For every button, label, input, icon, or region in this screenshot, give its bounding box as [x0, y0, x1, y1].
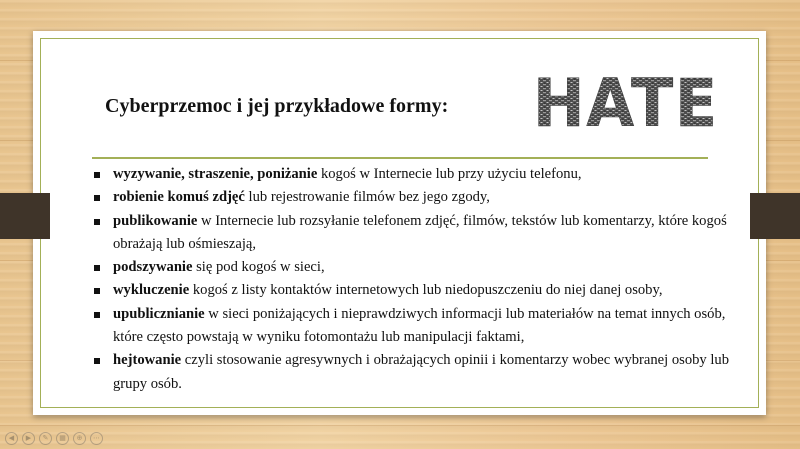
item-term: robienie komuś zdjęć	[113, 189, 245, 206]
item-description: lub rejestrowanie filmów bez jego zgody,	[244, 189, 490, 206]
item-description: kogoś w Internecie lub przy użyciu telefonu,	[317, 166, 582, 182]
list-item	[93, 256, 753, 279]
item-term: hejtowanie	[113, 352, 182, 369]
item-term: wykluczenie	[113, 282, 190, 299]
list-item	[93, 186, 753, 209]
item-description: kogoś z listy kontaktów internetowych lub niedopuszczeniu do niej danej osoby,	[189, 282, 663, 299]
item-term: podszywanie	[113, 259, 193, 276]
forms-list	[93, 163, 753, 396]
hate-logo	[531, 76, 721, 130]
list-item	[93, 163, 753, 186]
grid-icon[interactable]: ▦	[56, 432, 69, 445]
item-term: upublicznianie	[113, 305, 205, 322]
item-description: się pod kogoś w sieci,	[192, 259, 325, 276]
list-item	[93, 210, 753, 257]
menu-icon[interactable]: ⋯	[90, 432, 103, 445]
item-description: w sieci poniżających i nieprawdziwych informacji lub materiałów na temat innych osób, które często powstają w wyniku fotomontażu lub manipulacji faktami,	[113, 305, 726, 346]
item-description: w Internecie lub rozsyłanie telefonem zdjęć, filmów, tekstów lub komentarzy, które kogoś obrażają lub ośmieszają,	[113, 212, 727, 252]
slide-title: Cyberprzemoc i jej przykładowe formy:	[105, 95, 449, 117]
prev-icon[interactable]: ◀	[5, 432, 18, 445]
slideshow-controls	[5, 432, 103, 444]
list-item	[93, 349, 753, 396]
hate-logo-text: HATE	[533, 76, 719, 130]
right-tab-decoration	[750, 193, 800, 239]
list-item	[93, 303, 753, 350]
title-divider	[92, 157, 708, 159]
item-term: wyzywanie, straszenie, poniżanie	[113, 166, 318, 182]
list-item	[93, 279, 753, 302]
zoom-icon[interactable]: ⊕	[73, 432, 86, 445]
next-icon[interactable]: ▶	[22, 432, 35, 445]
pen-icon[interactable]: ✎	[39, 432, 52, 445]
item-description: czyli stosowanie agresywnych i obrażających opinii i komentarzy wobec wybranej osoby lub grupy osób.	[113, 352, 730, 392]
left-tab-decoration	[0, 193, 50, 239]
item-term: publikowanie	[113, 212, 198, 229]
